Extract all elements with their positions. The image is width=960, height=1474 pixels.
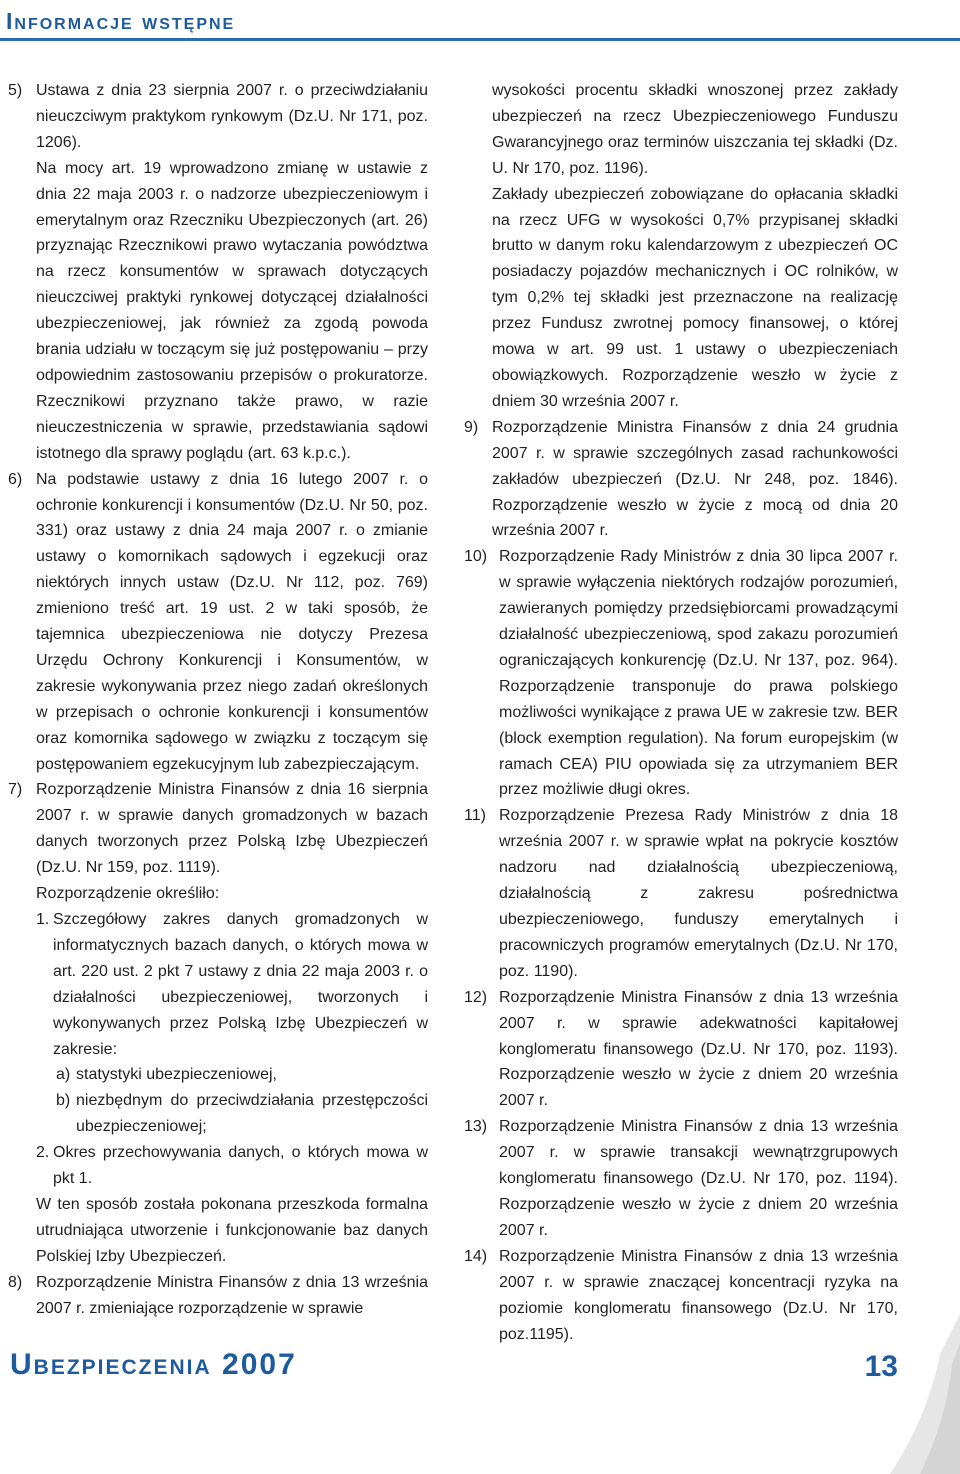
right-column	[464, 78, 898, 1347]
item-text: Rozporządzenie Ministra Finansów z dnia 13 września 2007 r. w sprawie znaczącej koncentracji ryzyka na poziomie konglomeratu finansowego (Dz.U. Nr 170, poz.1195).	[499, 1247, 898, 1343]
item-number: 9)	[464, 418, 479, 436]
item-text: Rozporządzenie Ministra Finansów z dnia 13 września 2007 r. zmieniające rozporządzenie w sprawie	[36, 1273, 428, 1317]
list-item-14	[464, 1244, 898, 1348]
page-number: 13	[864, 1350, 898, 1383]
item-number: 13)	[464, 1118, 488, 1136]
item-text: Rozporządzenie Ministra Finansów z dnia 13 września 2007 r. w sprawie adekwatności kapitałowej konglomeratu finansowego (Dz.U. Nr 170, poz. 1193). Rozporządzenie weszło w życie z dniem 20 września 2007 r.	[499, 988, 898, 1110]
item-number: 6)	[8, 470, 23, 488]
item-text: Rozporządzenie Rady Ministrów z dnia 30 lipca 2007 r. w sprawie wyłączenia niektórych rodzajów porozumień, zawieranych pomiędzy przedsiębiorcami prowadzącymi działalność ubezpieczeniową, spod zakazu porozumień ograniczających konkurencję (Dz.U. Nr 137, poz. 964). Rozporządzenie transponuje do prawa polskiego możliwości wynikające z prawa UE w zakresie tzw. BER (block exemption regulation). Na forum europejskim (w ramach CEA) PIU opowiada się za utrzymaniem BER przez możliwie długi okres.	[499, 548, 898, 799]
list-item-11	[464, 803, 898, 984]
list-item-5	[8, 78, 428, 156]
item-number: 7)	[8, 781, 23, 799]
sublist-item-2	[8, 1140, 428, 1192]
sublist-item-b	[8, 1088, 428, 1140]
item-number: 1.	[36, 911, 50, 928]
paragraph-conclusion: W ten sposób została pokonana przeszkoda formalna utrudniająca utworzenie i funkcjonowanie baz danych Polskiej Izby Ubezpieczeń.	[36, 1195, 428, 1265]
item-number: 2.	[36, 1144, 50, 1162]
list-item-9	[464, 415, 898, 545]
header-divider	[0, 38, 960, 41]
item-text: Rozporządzenie Ministra Finansów z dnia 24 grudnia 2007 r. w sprawie szczególnych zasad rachunkowości zakładów ubezpieczeń (Dz.U. Nr 248, poz. 1846). Rozporządzenie weszło w życie z mocą od dnia 20 września 2007 r.	[492, 418, 898, 540]
paragraph-continuation: Na mocy art. 19 wprowadzono zmianę w ustawie z dnia 22 maja 2003 r. o nadzorze ubezpieczeniowym i emerytalnym oraz Rzeczniku Ubezpieczonych (art. 26) przyznając Rzecznikowi prawo wytaczania powództwa na rzecz konsumentów w sprawach dotyczących nieuczciwej praktyki rynkowej dotyczącej działalności ubezpieczeniowej, jak również za zgodą powoda brania udziału w toczącym się już postępowaniu – przy odpowiednim zastosowaniu przepisów o prokuratorze. Rzecznikowi przyznano także prawo, w razie nieuczestniczenia w sprawie, przedstawiania sądowi istotnego dla sprawy poglądu (art. 63 k.p.c.).	[36, 159, 428, 462]
item-number: 12)	[464, 988, 488, 1006]
list-item-7	[8, 777, 428, 881]
footer-publication-title: Ubezpieczenia 2007	[10, 1348, 297, 1381]
item-number: 8)	[8, 1273, 23, 1291]
paragraph-continuation: wysokości procentu składki wnoszonej przez zakłady ubezpieczeń na rzecz Ubezpieczeniowego Funduszu Gwarancyjnego oraz terminów uiszczania tej składki (Dz. U. Nr 170, poz. 1196).	[492, 82, 898, 177]
sublist-item-a	[8, 1062, 428, 1088]
item-text: niezbędnym do przeciwdziałania przestępczości ubezpieczeniowej;	[76, 1092, 428, 1136]
sublist-item-1	[8, 907, 428, 1062]
item-text: statystyki ubezpieczeniowej,	[76, 1066, 277, 1084]
section-header-title: Informacje wstępne	[6, 8, 236, 34]
list-item-6	[8, 467, 428, 778]
item-text: Szczegółowy zakres danych gromadzonych w informatycznych bazach danych, o których mowa w art. 220 ust. 2 pkt 7 ustawy z dnia 22 maja 2003 r. o działalności ubezpieczeniowej, tworzonych i wykonywanych przez Polską Izbę Ubezpieczeń w zakresie:	[53, 911, 428, 1058]
item-text: Rozporządzenie Prezesa Rady Ministrów z dnia 18 września 2007 r. w sprawie wpłat na pokrycie kosztów nadzoru nad działalnością ubezpieczeniową, działalnością z zakresu pośrednictwa ubezpieczeniowego, funduszy emerytalnych i pracowniczych programów emerytalnych (Dz.U. Nr 170, poz. 1190).	[499, 807, 898, 980]
item-number: b)	[56, 1092, 71, 1110]
corner-decoration	[880, 1314, 960, 1474]
item-number: a)	[56, 1066, 71, 1084]
item-text: Na podstawie ustawy z dnia 16 lutego 2007 r. o ochronie konkurencji i konsumentów (Dz.U. Nr 50, poz. 331) oraz ustawy z dnia 24 maja 2007 r. o zmianie ustawy o komornikach sądowych i egzekucji oraz niektórych innych ustaw (Dz.U. Nr 112, poz. 769) zmieniono treść art. 19 ust. 2 w taki sposób, że tajemnica ubezpieczeniowa nie dotyczy Prezesa Urzędu Ochrony Konkurencji i Konsumentów, w zakresie wykonywania przez niego zadań określonych w przepisach o ochronie konkurencji i konsumentów oraz komornika sądowego w związku z toczącym się postępowaniem egzekucyjnym lub zabezpieczającym.	[36, 470, 428, 773]
item-text: Rozporządzenie Ministra Finansów z dnia 16 sierpnia 2007 r. w sprawie danych gromadzonych w bazach danych tworzonych przez Polską Izbę Ubezpieczeń (Dz.U. Nr 159, poz. 1119).	[36, 781, 428, 877]
paragraph-lead: Rozporządzenie określiło:	[36, 885, 220, 903]
item-number: 5)	[8, 82, 23, 99]
item-text: Okres przechowywania danych, o których mowa w pkt 1.	[53, 1144, 428, 1188]
item-text: Ustawa z dnia 23 sierpnia 2007 r. o przeciwdziałaniu nieuczciwym praktykom rynkowym (Dz.U. Nr 171, poz. 1206).	[36, 82, 428, 151]
item-number: 14)	[464, 1247, 488, 1265]
list-item-8	[8, 1270, 428, 1322]
list-item-13	[464, 1114, 898, 1244]
left-column	[8, 78, 428, 1322]
list-item-10	[464, 544, 898, 803]
item-text: Rozporządzenie Ministra Finansów z dnia 13 września 2007 r. w sprawie transakcji wewnątrzgrupowych konglomeratu finansowego (Dz.U. Nr 170, poz. 1194). Rozporządzenie weszło w życie z dniem 20 września 2007 r.	[499, 1118, 898, 1239]
paragraph-continuation: Zakłady ubezpieczeń zobowiązane do opłacania składki na rzecz UFG w wysokości 0,7% przypisanej składki brutto w danym roku kalendarzowym z ubezpieczeń OC posiadaczy pojazdów mechanicznych i OC rolników, w tym 0,2% tej składki jest przeznaczone na realizację przez Fundusz zwrotnej pomocy finansowej, o której mowa w art. 99 ust. 1 ustawy o ubezpieczeniach obowiązkowych. Rozporządzenie weszło w życie z dniem 30 września 2007 r.	[492, 185, 898, 410]
list-item-12	[464, 985, 898, 1115]
item-number: 10)	[464, 548, 488, 566]
item-number: 11)	[464, 807, 486, 825]
